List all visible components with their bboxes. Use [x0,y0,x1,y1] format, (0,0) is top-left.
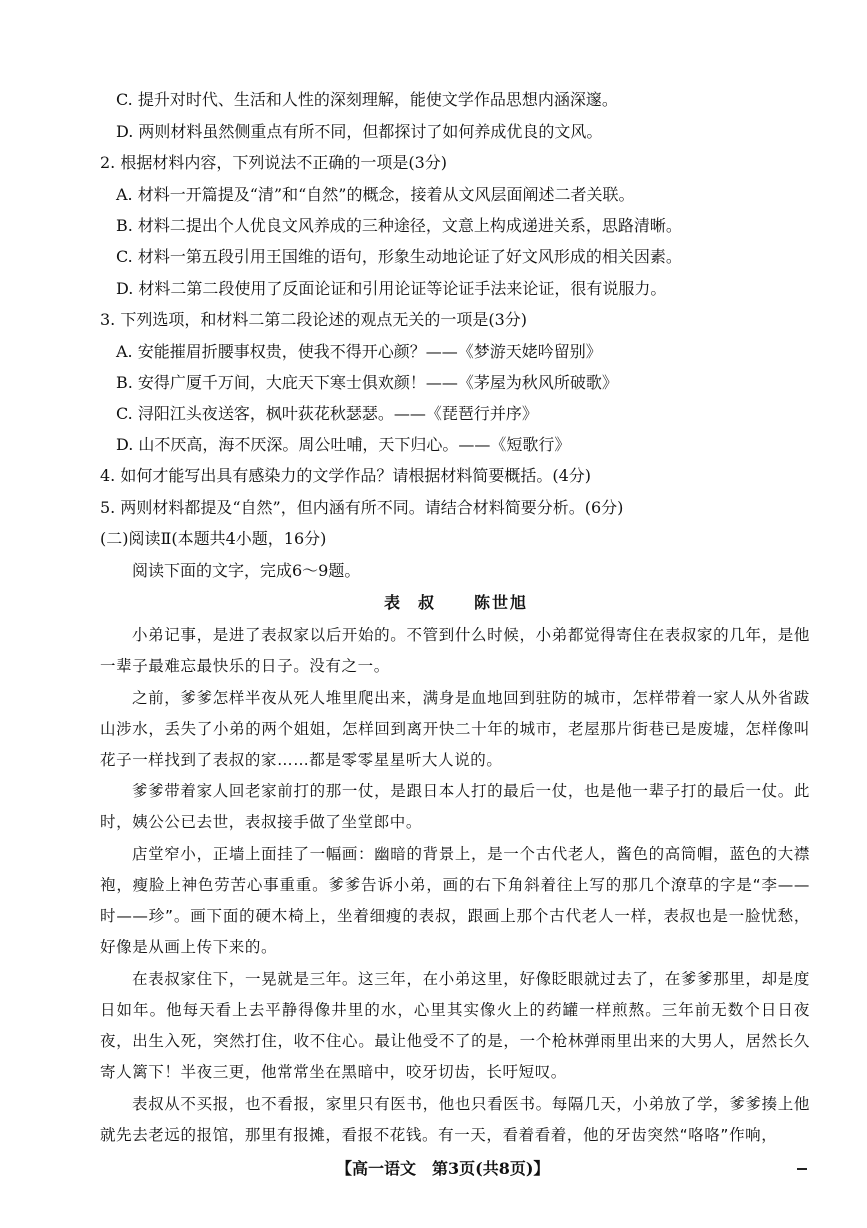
page-footer: 【高一语文 第3页(共8页)】 [336,1159,550,1178]
story-paragraph: 爹爹带着家人回老家前打的那一仗，是跟日本人打的最后一仗，也是他一辈子打的最后一仗。此时，姨公公已去世，表叔接手做了坐堂郎中。 [100,782,810,831]
q3-option-a: A. 安能摧眉折腰事权贵，使我不得开心颜？——《梦游天姥吟留别》 [116,342,602,361]
story-author: 陈世旭 [474,593,529,612]
page-edge-mark [797,1168,807,1170]
q1-option-c: C. 提升对时代、生活和人性的深刻理解，能使文学作品思想内涵深邃。 [116,90,618,109]
question-4: 4. 如何才能写出具有感染力的文学作品？请根据材料简要概括。(4分) [100,466,592,485]
story-paragraph: 之前，爹爹怎样半夜从死人堆里爬出来，满身是血地回到驻防的城市，怎样带着一家人从外省跋山涉水，丢失了小弟的两个姐姐，怎样回到离开快二十年的城市，老屋那片街巷已是废墟，怎样像叫花子一样找到了表叔的家……都是零零星星听大人说的。 [100,689,810,769]
q2-option-a: A. 材料一开篇提及“清”和“自然”的概念，接着从文风层面阐述二者关联。 [116,185,635,204]
section-heading: (二)阅读Ⅱ(本题共4小题，16分) [100,529,327,548]
story-paragraph: 在表叔家住下，一晃就是三年。这三年，在小弟这里，好像眨眼就过去了，在爹爹那里，却是度日如年。他每天看上去平静得像井里的水，心里其实像火上的药罐一样煎熬。三年前无数个日日夜夜，出生入死，突然打住，收不住心。最让他受不了的是，一个枪林弹雨里出来的大男人，居然长久寄人篱下！半夜三更，他常常坐在黑暗中，咬牙切齿，长吁短叹。 [100,970,810,1081]
q3-option-d: D. 山不厌高，海不厌深。周公吐哺，天下归心。——《短歌行》 [116,435,571,454]
q2-option-d: D. 材料二第二段使用了反面论证和引用论证等论证手法来论证，很有说服力。 [116,279,667,298]
story-paragraph: 小弟记事，是进了表叔家以后开始的。不管到什么时候，小弟都觉得寄住在表叔家的几年，是他一辈子最难忘最快乐的日子。没有之一。 [100,626,810,675]
q3-option-c: C. 浔阳江头夜送客，枫叶荻花秋瑟瑟。——《琵琶行并序》 [116,404,538,423]
q1-option-d: D. 两则材料虽然侧重点有所不同，但都探讨了如何养成优良的文风。 [116,122,603,141]
question-3: 3. 下列选项，和材料二第二段论述的观点无关的一项是(3分) [100,310,528,329]
story-title: 表叔 [384,593,453,612]
story-paragraph: 店堂窄小，正墙上面挂了一幅画：幽暗的背景上，是一个古代老人，酱色的高筒帽，蓝色的大襟袍，瘦脸上神色劳苦心事重重。爹爹告诉小弟，画的右下角斜着往上写的那几个潦草的字是“李——时——珍”。画下面的硬木椅上，坐着细瘦的表叔，跟画上那个古代老人一样，表叔也是一脸忧愁，好像是从画上传下来的。 [100,845,810,956]
question-2: 2. 根据材料内容，下列说法不正确的一项是(3分) [100,153,448,172]
story-paragraph: 表叔从不买报，也不看报，家里只有医书，他也只看医书。每隔几天，小弟放了学，爹爹揍上他就先去老远的报馆，那里有报摊，看报不花钱。有一天，看着看着，他的牙齿突然“咯咯”作响， [100,1095,810,1144]
q3-option-b: B. 安得广厦千万间，大庇天下寒士俱欢颜！——《茅屋为秋风所破歌》 [116,373,618,392]
question-5: 5. 两则材料都提及“自然”，但内涵有所不同。请结合材料简要分析。(6分) [100,498,624,517]
q2-option-c: C. 材料一第五段引用王国维的语句，形象生动地论证了好文风形成的相关因素。 [116,247,682,266]
reading-instruction: 阅读下面的文字，完成6～9题。 [132,561,361,580]
q2-option-b: B. 材料二提出个人优良文风养成的三种途径，文意上构成递进关系，思路清晰。 [116,216,682,235]
